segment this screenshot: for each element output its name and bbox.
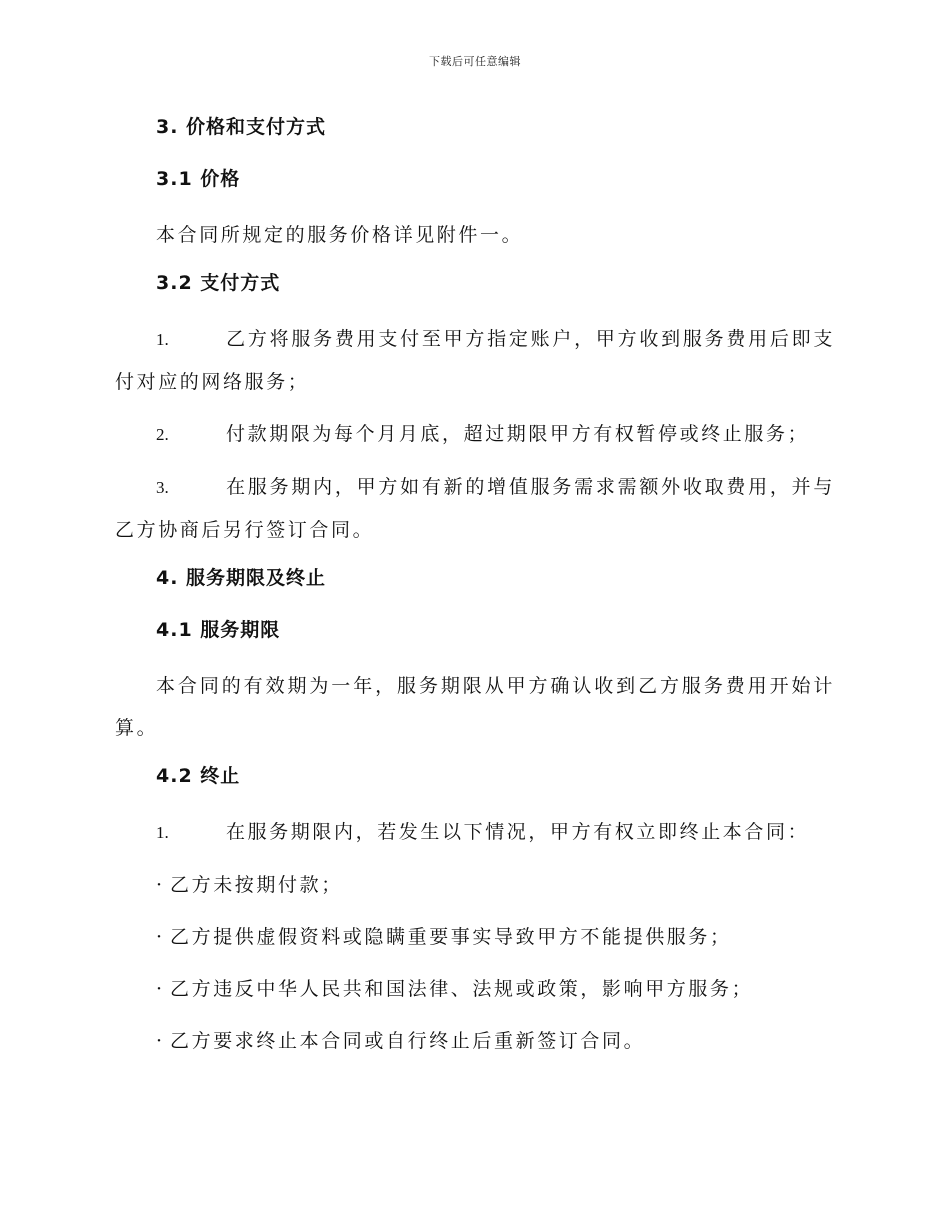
bullet-dot-icon: · [156, 874, 163, 896]
bullet-item-1 [115, 864, 835, 906]
numbered-item-payment-1 [115, 318, 835, 403]
subsection-heading-4-1: 4.1 服务期限 [156, 619, 281, 641]
bullet-text: 乙方提供虚假资料或隐瞒重要事实导致甲方不能提供服务； [170, 926, 732, 948]
bullet-dot-icon: · [156, 1030, 163, 1052]
paragraph-service-term: 本合同的有效期为一年，服务期限从甲方确认收到乙方服务费用开始计算。 [115, 675, 835, 739]
bullet-dot-icon: · [156, 926, 163, 948]
bullet-item-4 [115, 1020, 835, 1062]
section-heading-4: 4. 服务期限及终止 [156, 567, 327, 589]
page-header: 下载后可任意编辑 [429, 55, 521, 68]
bullet-text: 乙方要求终止本合同或自行终止后重新签订合同。 [170, 1030, 646, 1052]
subsection-heading-4-2: 4.2 终止 [156, 765, 241, 787]
numbered-item-payment-3 [115, 466, 835, 551]
bullet-item-3 [115, 968, 835, 1010]
paragraph-price: 本合同所规定的服务价格详见附件一。 [156, 224, 524, 246]
item-text: 乙方将服务费用支付至甲方指定账户，甲方收到服务费用后即支付对应的网络服务； [115, 328, 835, 393]
item-text: 在服务期限内，若发生以下情况，甲方有权立即终止本合同： [226, 821, 810, 843]
subsection-heading-3-2: 3.2 支付方式 [156, 272, 281, 294]
item-number: 2. [156, 425, 169, 444]
item-number: 1. [156, 823, 169, 842]
subsection-heading-3-1: 3.1 价格 [156, 168, 241, 190]
document-body [115, 110, 835, 1072]
bullet-dot-icon: · [156, 978, 163, 1000]
numbered-item-payment-2 [115, 413, 835, 456]
item-text: 在服务期内，甲方如有新的增值服务需求需额外收取费用，并与乙方协商后另行签订合同。 [115, 476, 835, 541]
section-heading-3: 3. 价格和支付方式 [156, 116, 327, 138]
bullet-item-2 [115, 916, 835, 958]
item-number: 3. [156, 478, 169, 497]
bullet-text: 乙方违反中华人民共和国法律、法规或政策，影响甲方服务； [170, 978, 754, 1000]
bullet-text: 乙方未按期付款； [170, 874, 343, 896]
item-text: 付款期限为每个月月底，超过期限甲方有权暂停或终止服务； [226, 423, 810, 445]
item-number: 1. [156, 330, 169, 349]
numbered-item-termination-1 [115, 811, 835, 854]
